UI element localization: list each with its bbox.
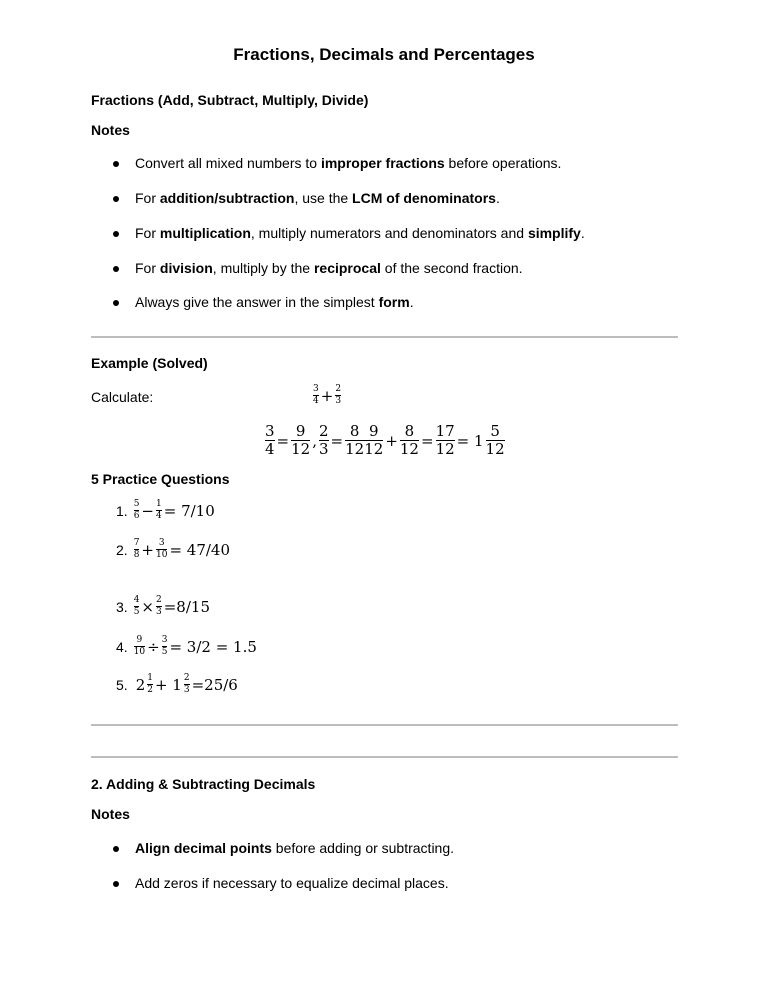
fraction [436,424,455,457]
divider [91,336,678,338]
bullet-icon [113,266,119,272]
numerator: 1 [156,499,162,509]
fraction [134,636,145,657]
fraction [364,424,383,457]
denominator: 12 [485,440,505,458]
practice-question [116,539,232,560]
numerator: 9 [295,422,306,440]
fraction [319,424,329,457]
numerator: 3 [158,538,165,548]
math-operator: = [420,431,434,450]
denominator: 5 [161,647,168,657]
fraction [265,424,275,457]
math-operator: + [320,386,334,405]
practice-question [116,636,259,657]
section1-heading: Fractions (Add, Subtract, Multiply, Divide) [91,92,369,108]
numerator: 5 [490,422,500,440]
question-number: 3. [116,598,128,615]
math-operator: = [276,431,290,450]
bullet-icon [113,231,119,237]
numerator: 1 [147,673,153,683]
numerator: 2 [156,595,162,605]
bullet-icon [113,300,119,306]
denominator: 6 [133,511,140,521]
text-run: improper fractions [320,155,445,171]
denominator: 3 [156,607,162,617]
question-number: 1. [116,502,128,519]
list-item [135,190,500,206]
denominator: 3 [183,685,190,695]
question-number: 2. [116,541,128,558]
denominator: 12 [435,440,455,458]
numerator: 2 [319,422,329,440]
bullet-icon [113,881,119,887]
math-operator: × [141,597,154,616]
math-operator: = 3/2 = 1.5 [169,637,257,656]
text-run: multiplication [159,225,251,241]
numerator: 2 [183,673,190,683]
denominator: 12 [399,440,419,458]
math-operator: − [141,501,154,520]
text-run: Convert all mixed numbers to [135,155,321,171]
text-run: For [135,190,160,206]
example-heading: Example (Solved) [91,355,208,371]
denominator: 3 [335,396,342,406]
section2-notes-label: Notes [91,806,130,822]
fraction [400,424,419,457]
bullet-icon [113,846,119,852]
numerator: 5 [133,499,140,509]
numerator: 9 [368,422,379,440]
math-operator: = 1 [456,431,484,450]
text-run: . [495,190,500,206]
bullet-icon [113,196,119,202]
list-item [135,875,449,891]
text-run: . [409,294,414,310]
fraction [335,385,341,406]
text-run: , use the [294,190,353,206]
math-operator: ÷ [147,637,160,656]
math-operator: + [141,540,154,559]
practice-question [116,596,212,617]
bullet-icon [113,161,119,167]
list-item [135,260,523,276]
text-run: before adding or subtracting. [271,840,455,856]
denominator: 2 [147,685,153,695]
list-item [135,294,414,310]
math-operator: , [312,431,317,450]
fraction [156,539,167,560]
practice-question [116,500,217,521]
example-expression [313,385,341,406]
text-run: reciprocal [313,260,381,276]
denominator: 10 [133,647,146,657]
denominator: 5 [133,607,140,617]
text-run: For [135,260,160,276]
text-run: Align decimal points [135,840,272,856]
math-operator: 2 [135,675,146,694]
denominator: 4 [265,440,275,458]
fraction [345,424,364,457]
math-operator: =25/6 [191,675,238,694]
math-operator: = [330,431,344,450]
section2-heading: 2. Adding & Subtracting Decimals [91,776,316,792]
page-title: Fractions, Decimals and Percentages [233,45,535,64]
text-run: For [135,225,160,241]
numerator: 7 [133,538,140,548]
question-number: 5. [116,676,128,693]
text-run: form [378,294,410,310]
numerator: 2 [335,384,342,394]
numerator: 3 [265,422,275,440]
denominator: 3 [319,440,329,458]
fraction [291,424,310,457]
practice-heading: 5 Practice Questions [91,471,230,487]
numerator: 9 [136,635,143,645]
math-operator: = 47/40 [169,540,231,559]
text-run: , multiply by the [212,260,314,276]
numerator: 17 [435,422,455,440]
numerator: 8 [349,422,360,440]
denominator: 10 [156,550,168,560]
denominator: 12 [345,440,365,458]
calculate-label: Calculate: [91,389,154,405]
denominator: 4 [156,511,162,521]
numerator: 3 [313,384,319,394]
list-item [135,155,561,171]
numerator: 4 [133,595,140,605]
divider [91,724,678,726]
text-run: LCM of denominators [352,190,496,206]
text-run: division [159,260,213,276]
math-operator: + 1 [154,675,182,694]
denominator: 4 [313,396,319,406]
text-run: Always give the answer in the simplest [135,294,379,310]
text-run: simplify [527,225,581,241]
denominator: 12 [291,440,311,458]
fraction [486,424,505,457]
math-operator: =8/15 [163,597,210,616]
denominator: 12 [364,440,384,458]
section1-notes-label: Notes [91,122,130,138]
numerator: 3 [161,635,168,645]
text-run: addition/subtraction [159,190,295,206]
numerator: 8 [404,422,415,440]
math-operator: = 7/10 [163,501,215,520]
text-run: , multiply numerators and denominators and [250,225,528,241]
practice-question [116,674,240,695]
question-number: 4. [116,638,128,655]
text-run: before operations. [444,155,562,171]
list-item [135,225,585,241]
list-item [135,840,454,856]
text-run: Add zeros if necessary to equalize decimal places. [135,875,449,891]
denominator: 8 [133,550,140,560]
math-operator: + [385,431,398,450]
text-run: . [580,225,585,241]
example-solution [265,424,505,457]
text-run: of the second fraction. [380,260,523,276]
divider [91,756,678,758]
